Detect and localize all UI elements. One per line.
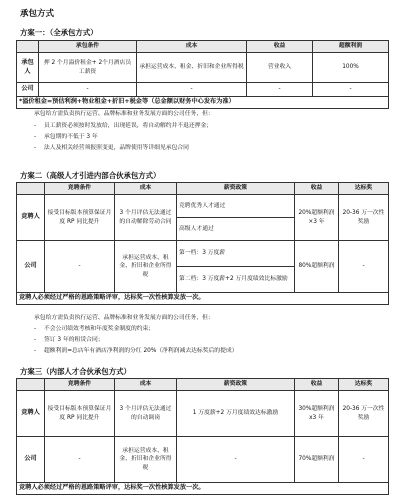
table-cell: - <box>339 241 389 293</box>
table-cell: 20-36 万一次性奖励 <box>339 391 389 437</box>
table-cell: - <box>45 437 115 483</box>
plan2-table <box>16 182 389 305</box>
list-item: - 签订 3 年的租赁合同； <box>44 336 104 345</box>
header-cell: 收益 <box>295 183 339 195</box>
table-cell: - <box>313 83 389 97</box>
header-cell: 成本 <box>115 183 177 195</box>
row-label: 公司 <box>17 83 39 97</box>
header-cell: 达标奖 <box>339 379 389 391</box>
table-cell: 接受目标版本预算保证月度 RP 同比提升 <box>45 195 115 241</box>
table-cell: 第二档：3 万度薪+2 万月度绩效比标激励 <box>177 267 295 293</box>
row-label: 公司 <box>17 437 45 483</box>
plan3-table <box>16 378 389 495</box>
list-item: - 法人及相关经营须报照变更，品牌使用等详细见承包合同 <box>44 144 189 153</box>
plan3-foot: 竞聘人必须经过严格的恩路策略评审，达标奖一次性核算发放一次。 <box>17 483 389 495</box>
table-cell: 3 个月评估无法通过的自动调岗 <box>115 391 177 437</box>
plan3-heading: 方案三（内部人才合伙承包方式） <box>20 367 131 376</box>
table-cell: - <box>137 83 247 97</box>
table-cell: 高级人才通过 <box>177 218 295 241</box>
table-cell: 承担运营成本、租金、折旧和企业所得税 <box>115 437 177 483</box>
list-item: - 员工薪资必须按时发放给，出现延误，将自动解约并不退还押金； <box>44 122 212 131</box>
table-cell: 70%超额利润 <box>295 437 339 483</box>
table-cell: 3 个月评估无法通过的自动解除劳动合同 <box>115 195 177 241</box>
table-cell: 1 万度薪+2 万月度绩效达标激励 <box>177 391 295 437</box>
table-cell: 80%超额利润 <box>295 241 339 293</box>
header-cell: 竞聘条件 <box>45 183 115 195</box>
page-title: 承包方式 <box>20 9 55 19</box>
header-cell: 薪资政策 <box>177 183 295 195</box>
plan1-intro: 承包给方需负责执行运营、品牌标准和业务发展方面的公司任务，但： <box>34 111 214 117</box>
header-cell: 收益 <box>247 41 313 53</box>
table-cell: 30%超额利润 x3 年 <box>295 391 339 437</box>
table-footnote-row <box>17 97 389 109</box>
table-cell: 100% <box>313 53 389 83</box>
header-cell: 收益 <box>295 379 339 391</box>
plan1-heading: 方案一：（全承包方式） <box>20 28 98 37</box>
table-row <box>17 437 389 483</box>
table-cell: 20%超额利润×3 年 <box>295 195 339 241</box>
list-item: - 超额利润=总店年有酒店净利润的分红 20%（净利润减去达标奖后的提成） <box>44 347 238 356</box>
row-label: 竞聘人 <box>17 195 45 241</box>
table-cell: 20-36 万一次性奖励 <box>339 195 389 241</box>
table-row <box>17 391 389 437</box>
table-cell: - <box>247 83 313 97</box>
table-cell: - <box>45 241 115 293</box>
table-cell: 接受目标版本预算保证月度 RP 同比提升 <box>45 391 115 437</box>
table-row <box>17 83 389 97</box>
header-cell: 超额利润 <box>313 41 389 53</box>
row-label: 承包人 <box>17 53 39 83</box>
table-cell: 竞聘优秀人才通过 <box>177 195 295 218</box>
row-label: 竞聘人 <box>17 391 45 437</box>
table-row <box>17 241 389 267</box>
table-cell: 承担运营成本、租金、折旧和企业所得税 <box>137 53 247 83</box>
list-item: - 不会公司绩效考核和年度奖金制度的约束； <box>44 325 154 334</box>
table-cell: 承担运营成本、租金、折旧和企业所得税 <box>115 241 177 293</box>
header-cell: 承包条件 <box>39 41 137 53</box>
header-cell: 竞聘条件 <box>45 379 115 391</box>
list-item: - 承包期的不低于 3 年 <box>44 133 98 142</box>
table-cell: - <box>339 437 389 483</box>
row-label: 公司 <box>17 241 45 293</box>
header-cell <box>17 379 45 391</box>
table-row <box>17 53 389 83</box>
header-cell: 成本 <box>137 41 247 53</box>
table-cell: - <box>39 83 137 97</box>
table-cell: - <box>177 437 295 483</box>
table-header-row <box>17 183 389 195</box>
table-row <box>17 195 389 218</box>
plan2-foot: 竞聘人必须经过严格的恩路策略评审，达标奖一次性核算发放一次。 <box>17 293 389 305</box>
plan2-intro: 承包给方需负责执行运营、品牌标准和业务发展方面的公司任务，但： <box>34 315 214 321</box>
header-cell <box>17 41 39 53</box>
plan2-heading: 方案二（高级人才引进内部合伙承包方式） <box>20 171 161 180</box>
header-cell: 薪资政策 <box>177 379 295 391</box>
table-footnote-row <box>17 483 389 495</box>
table-header-row <box>17 41 389 53</box>
table-cell: 第一档：3 万度薪 <box>177 241 295 267</box>
table-header-row <box>17 379 389 391</box>
header-cell: 成本 <box>115 379 177 391</box>
header-cell <box>17 183 45 195</box>
plan1-footnote: *溢价租金=预估利润+物业租金+折旧+税金等（总金额以财务中心发布为准） <box>17 97 389 109</box>
plan1-table <box>16 40 389 109</box>
header-cell: 达标奖 <box>339 183 389 195</box>
table-footnote-row <box>17 293 389 305</box>
table-cell: 营业收入 <box>247 53 313 83</box>
table-cell: 押 2 个月溢价租金+ 2个月酒店员工薪资 <box>39 53 137 83</box>
